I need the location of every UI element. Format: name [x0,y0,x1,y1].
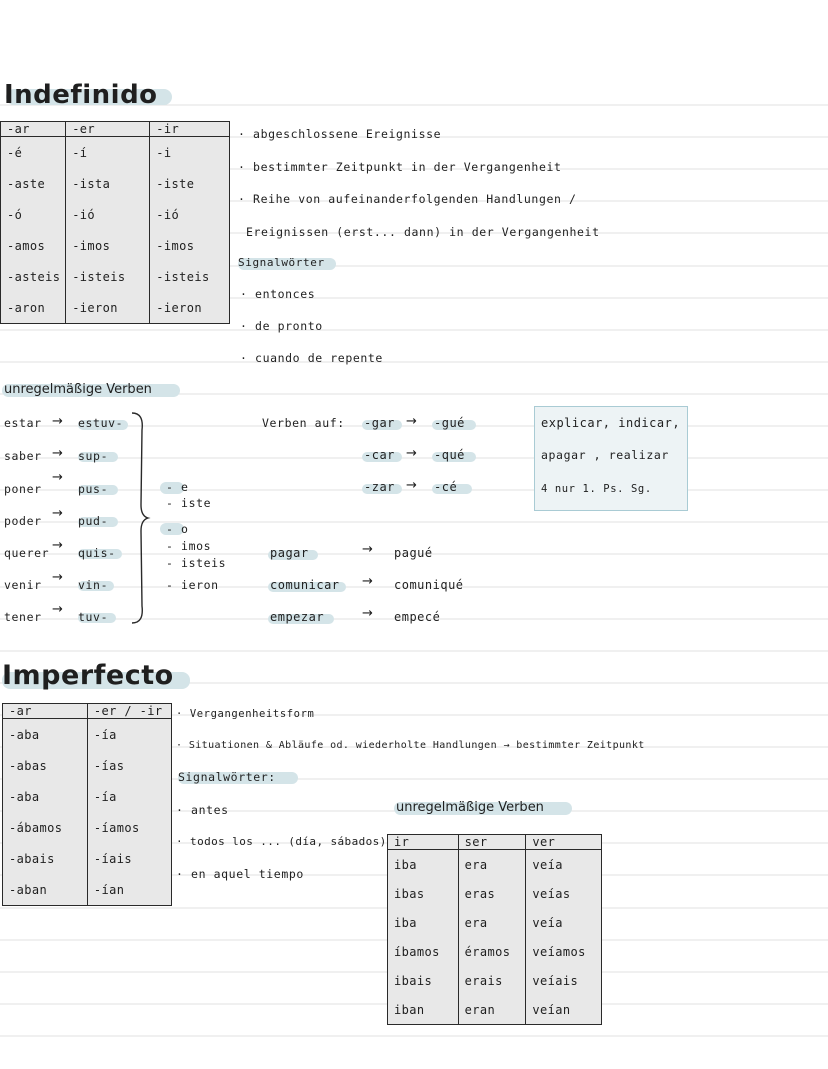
table-row [388,908,602,937]
table-row [1,137,230,169]
arrow-icon: → [406,446,417,461]
table-cell: -asteis [1,261,66,292]
table-cell: veías [526,879,602,908]
table-cell: iba [388,908,459,937]
indefinido-title: Indefinido [4,80,158,110]
verben-auf-to: -cé [434,480,458,494]
table-cell: -ábamos [3,812,88,843]
irr-verb: saber [4,449,42,463]
arrow-icon: → [52,602,63,617]
table-header-cell: -ir [150,122,230,137]
table-cell: -é [1,137,66,169]
arrow-icon: → [406,414,417,429]
table-header-cell: ser [458,835,526,850]
box-line: 4 nur 1. Ps. Sg. [541,483,652,495]
irr-verb: poner [4,482,42,496]
table-cell: -í [66,137,150,169]
table-row [388,879,602,908]
table-cell: -ista [66,168,150,199]
table-cell: -ió [66,199,150,230]
table-header-cell: ir [388,835,459,850]
table-header-cell: -ar [1,122,66,137]
table-cell: ibas [388,879,459,908]
curly-brace-icon [128,410,152,626]
table-cell: veía [526,908,602,937]
indef-signal-3: · cuando de repente [240,351,383,365]
ending: - iste [166,496,212,510]
indef-irregular-title: unregelmäßige Verben [4,382,152,397]
arrow-icon: → [362,606,373,621]
table-row [3,812,172,843]
table-row [3,874,172,906]
table-cell: -imos [150,230,230,261]
imperfecto-title: Imperfecto [2,660,174,691]
indef-signal-label: Signalwörter [238,256,325,269]
table-cell: -ió [150,199,230,230]
table-cell: -aron [1,292,66,324]
example-form: empecé [394,610,441,624]
irr-stem: vin- [78,578,109,592]
indef-signal-2: · de pronto [240,319,323,333]
irr-stem: pud- [78,514,109,528]
arrow-icon: → [52,506,63,521]
table-row [1,230,230,261]
table-row [388,937,602,966]
table-cell: ibais [388,966,459,995]
table-cell: erais [458,966,526,995]
table-cell: -amos [1,230,66,261]
table-row [3,750,172,781]
table-cell: -ía [87,781,171,812]
table-header-cell: -ar [3,704,88,719]
irr-stem: quis- [78,546,116,560]
table-cell: veía [526,850,602,880]
arrow-icon: → [52,470,63,485]
table-cell: -ían [87,874,171,906]
irr-verb: tener [4,610,42,624]
irr-stem: sup- [78,449,109,463]
indef-note-3: · Reihe von aufeinanderfolgenden Handlungen / [238,192,577,206]
table-cell: -íais [87,843,171,874]
imperfecto-endings-table [2,703,172,906]
table-cell: veían [526,995,602,1025]
indef-note-2: · bestimmter Zeitpunkt in der Vergangenheit [238,160,562,174]
indef-note-4: Ereignissen (erst... dann) in der Vergangenheit [246,225,600,239]
box-line: apagar , realizar [541,448,669,462]
table-cell: -ías [87,750,171,781]
table-row [388,850,602,880]
table-row [1,261,230,292]
indef-note-1: · abgeschlossene Ereignisse [238,127,442,141]
arrow-icon: → [52,414,63,429]
table-cell: iba [388,850,459,880]
arrow-icon: → [362,574,373,589]
imperfecto-irregular-table [387,834,602,1025]
table-cell: íbamos [388,937,459,966]
imp-signal-1: · antes [176,803,229,817]
verben-auf-from: -gar [364,416,395,430]
table-cell: -aba [3,719,88,751]
imp-note-2: · Situationen & Abläufe od. wiederholte Handlungen → bestimmter Zeitpunkt [176,740,645,751]
table-cell: eras [458,879,526,908]
table-cell: -abais [3,843,88,874]
example-form: comuniqué [394,578,464,592]
verben-auf-from: -zar [364,480,395,494]
table-cell: -ó [1,199,66,230]
arrow-icon: → [406,478,417,493]
table-row [3,843,172,874]
imp-signal-3: · en aquel tiempo [176,867,304,881]
verben-auf-to: -qué [434,448,465,462]
table-cell: -iste [150,168,230,199]
table-row [1,292,230,324]
table-cell: era [458,850,526,880]
imp-irregular-title: unregelmäßige Verben [396,800,544,815]
imp-note-1: · Vergangenheitsform [176,708,315,720]
verben-auf-to: -gué [434,416,465,430]
table-header-cell: ver [526,835,602,850]
ending: - o [166,522,189,536]
table-row [3,719,172,751]
imp-signal-2: · todos los ... (día, sábados) [176,835,387,848]
arrow-icon: → [52,570,63,585]
example-form: pagué [394,546,433,560]
table-cell: veíamos [526,937,602,966]
table-cell: -isteis [150,261,230,292]
irr-verb: venir [4,578,42,592]
table-row [1,168,230,199]
box-line: explicar, indicar, [541,416,681,430]
ending: - ieron [166,578,219,592]
irr-verb: poder [4,514,42,528]
table-header-cell: -er / -ir [87,704,171,719]
table-cell: -imos [66,230,150,261]
table-cell: -íamos [87,812,171,843]
indefinido-endings-table [0,121,230,324]
arrow-icon: → [52,538,63,553]
table-cell: eran [458,995,526,1025]
irr-verb: querer [4,546,50,560]
table-cell: éramos [458,937,526,966]
ending: - imos [166,539,212,553]
example-verb: empezar [270,610,325,624]
table-row [388,995,602,1025]
example-verb: comunicar [270,578,340,592]
table-header-cell: -er [66,122,150,137]
table-cell: -abas [3,750,88,781]
table-cell: iban [388,995,459,1025]
irr-stem: estuv- [78,416,124,430]
table-cell: veíais [526,966,602,995]
example-verb: pagar [270,546,309,560]
table-cell: -ieron [150,292,230,324]
verben-auf-from: -car [364,448,395,462]
ending: - e [166,480,189,494]
irr-stem: pus- [78,482,109,496]
table-cell: -isteis [66,261,150,292]
table-cell: -ía [87,719,171,751]
verben-auf-label: Verben auf: [262,416,345,430]
table-cell: -ieron [66,292,150,324]
table-cell: -i [150,137,230,169]
table-row [1,199,230,230]
table-cell: era [458,908,526,937]
irr-stem: tuv- [78,610,109,624]
table-cell: -aste [1,168,66,199]
arrow-icon: → [362,542,373,557]
table-row [3,781,172,812]
indef-signal-1: · entonces [240,287,316,301]
ending: - isteis [166,556,227,570]
table-row [388,966,602,995]
table-cell: -aba [3,781,88,812]
arrow-icon: → [52,446,63,461]
table-cell: -aban [3,874,88,906]
irr-verb: estar [4,416,42,430]
imp-signal-label: Signalwörter: [178,770,276,784]
